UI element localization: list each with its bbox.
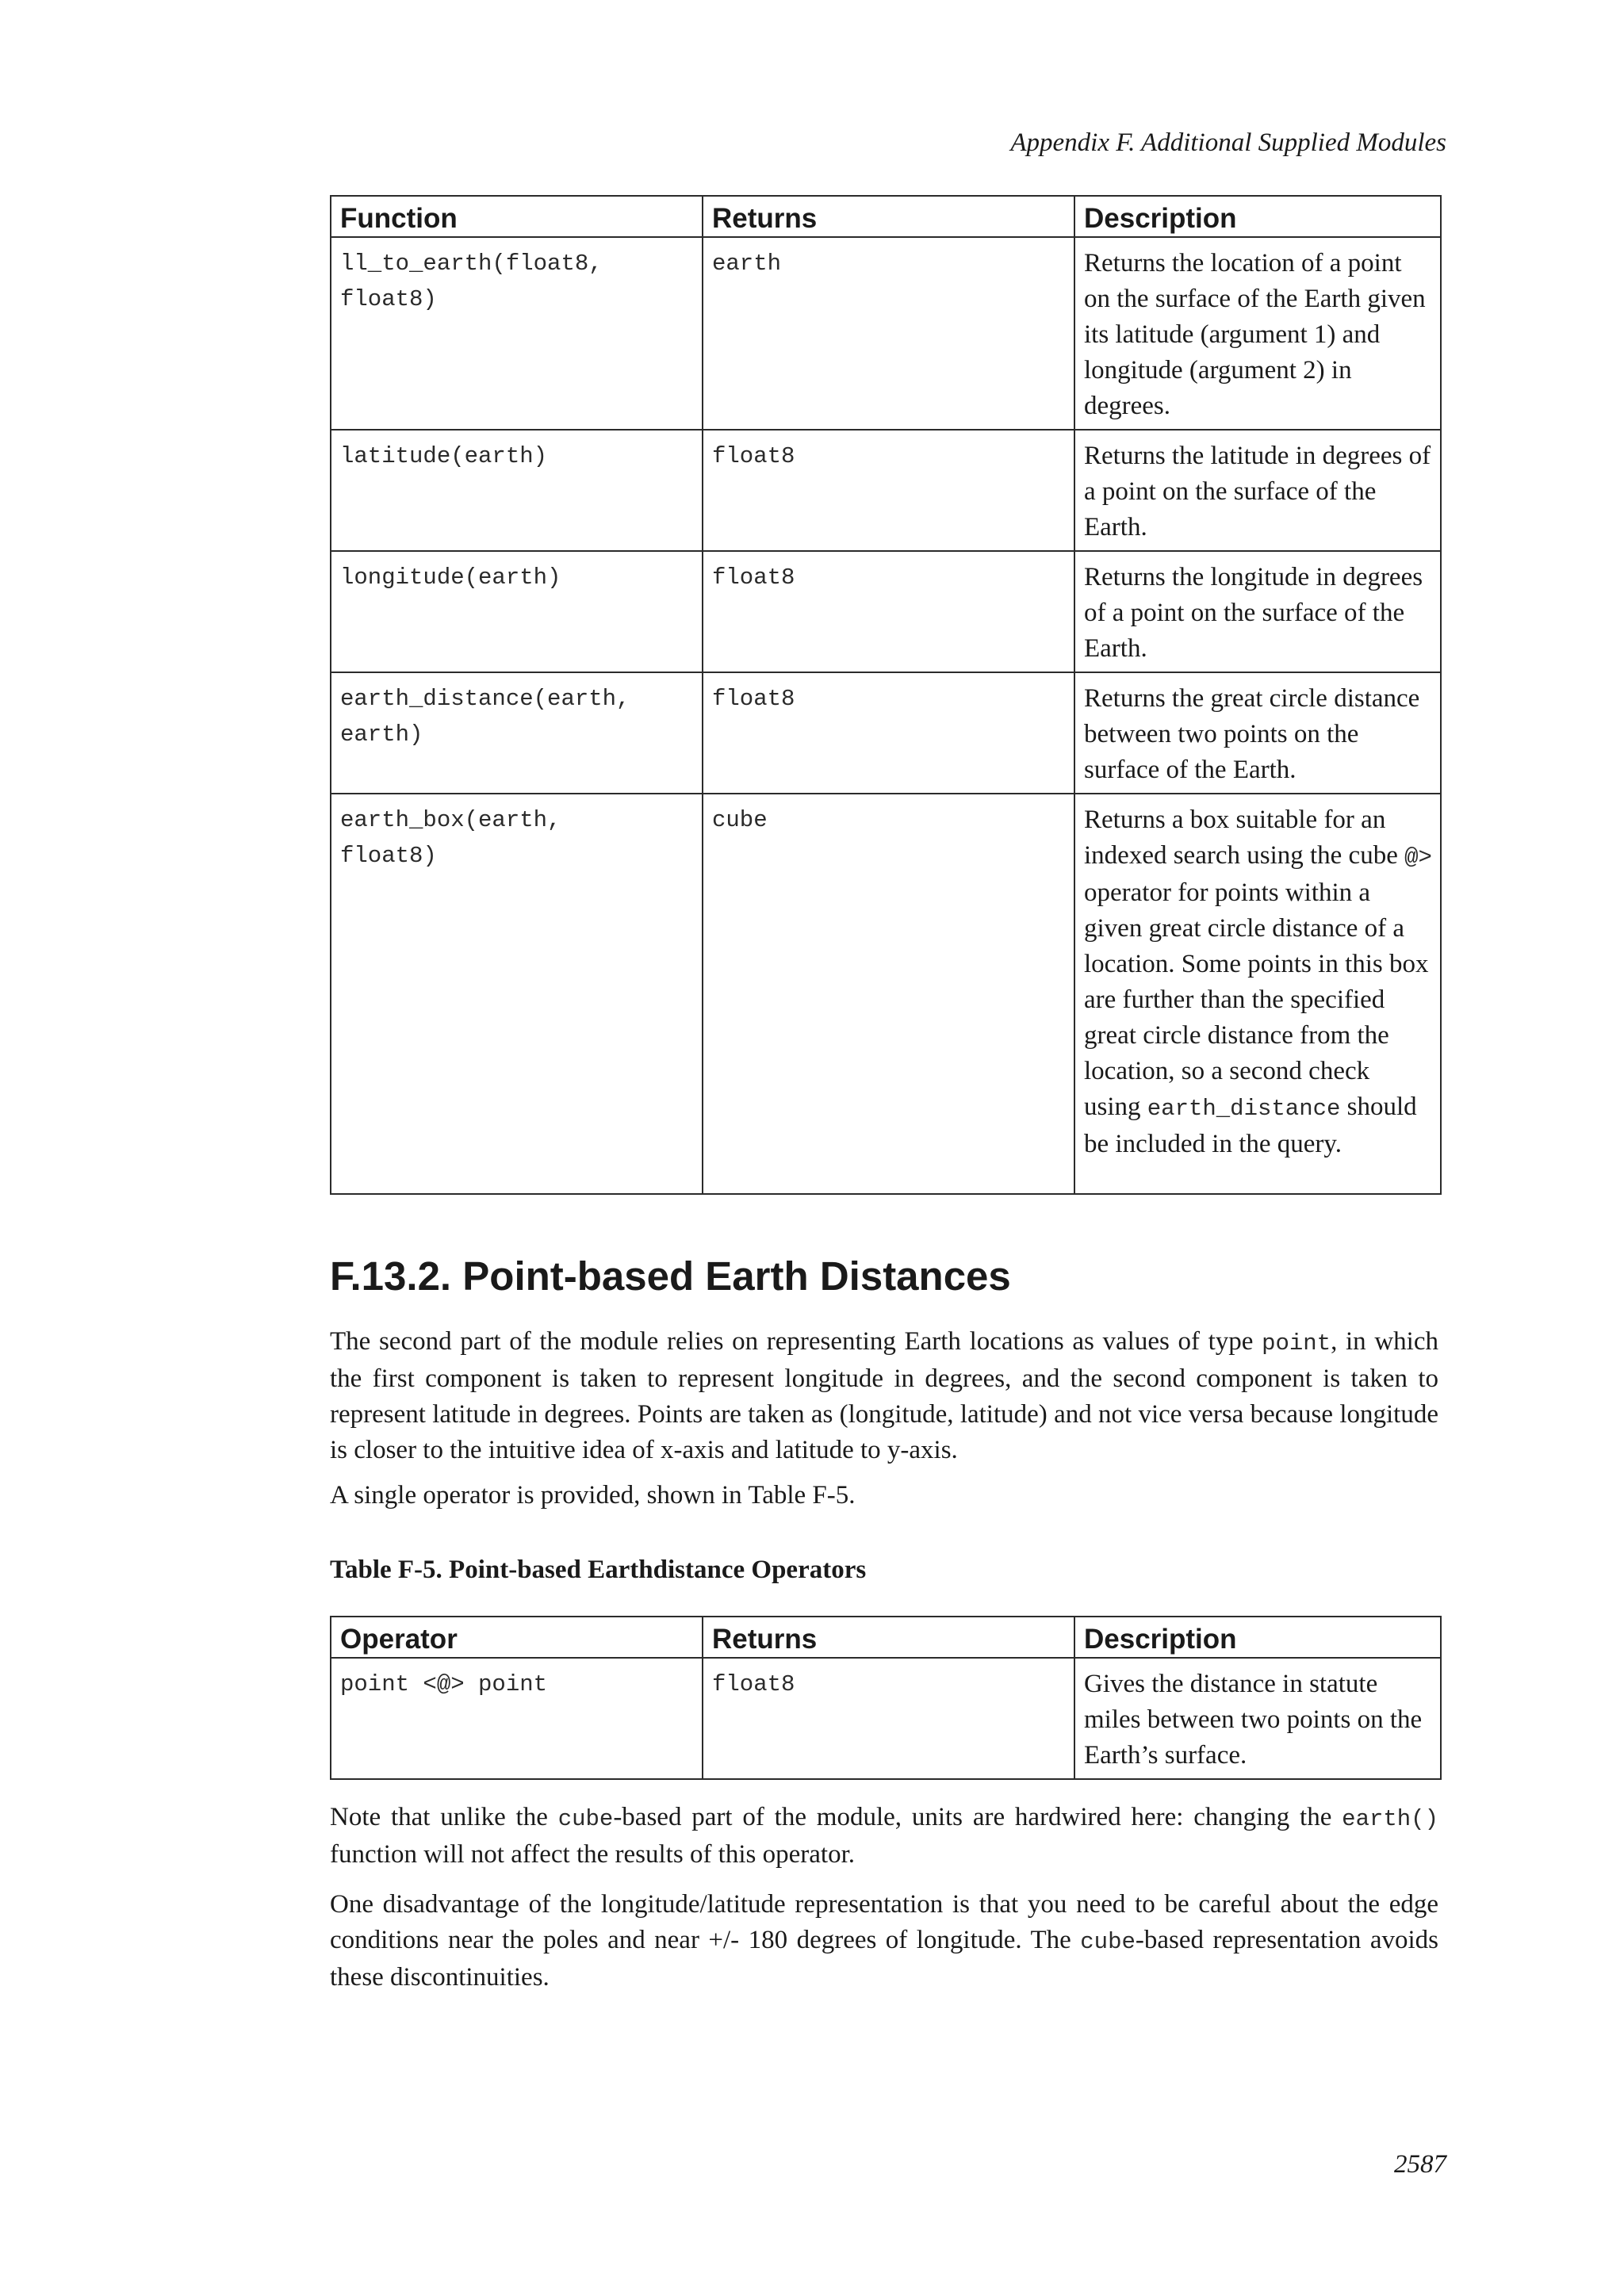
- function-cell: longitude(earth): [331, 551, 703, 672]
- table-header-row: [331, 1617, 1441, 1658]
- table-header-row: [331, 196, 1441, 237]
- description-cell: [1074, 794, 1441, 1194]
- function-cell: latitude(earth): [331, 430, 703, 551]
- paragraph-text: function will not affect the results of this operator.: [330, 1840, 855, 1869]
- inline-code: earth_distance: [1147, 1096, 1341, 1122]
- body-paragraph: [330, 1324, 1438, 1468]
- functions-table: [330, 195, 1442, 1195]
- description-cell: Returns the longitude in degrees of a point on the surface of the Earth.: [1074, 551, 1441, 672]
- returns-cell: cube: [703, 794, 1074, 1194]
- paragraph-text: -based representation avoids these discontinuities.: [330, 1926, 1438, 1992]
- description-cell: Returns the latitude in degrees of a point on the surface of the Earth.: [1074, 430, 1441, 551]
- paragraph-text: One disadvantage of the longitude/latitude representation is that you need to be careful about the edge conditions near the poles and near +/- 180 degrees of longitude. The: [330, 1890, 1438, 1954]
- table-row: [331, 237, 1441, 430]
- inline-code: earth(): [1342, 1806, 1438, 1832]
- description-text: operator for points within a given great circle distance of a location. Some points in this box are further than the specified great circle distance from the location, so a second check using: [1084, 878, 1429, 1121]
- table-row: [331, 430, 1441, 551]
- table-caption: Table F-5. Point-based Earthdistance Operators: [330, 1556, 867, 1584]
- function-cell: ll_to_earth(float8, float8): [331, 237, 703, 430]
- paragraph-text: Note that unlike the: [330, 1803, 558, 1831]
- returns-cell: earth: [703, 237, 1074, 430]
- inline-code: cube: [1080, 1929, 1136, 1955]
- column-header-description: Description: [1074, 1617, 1441, 1658]
- column-header-description: Description: [1074, 196, 1441, 237]
- description-cell: Returns the location of a point on the surface of the Earth given its latitude (argument 1) and longitude (argument 2) in degrees.: [1074, 237, 1441, 430]
- body-paragraph: A single operator is provided, shown in Table F-5.: [330, 1481, 856, 1510]
- inline-code: cube: [557, 1806, 614, 1832]
- page-number: 2587: [1394, 2150, 1446, 2179]
- paragraph-text: -based part of the module, units are hardwired here: changing the: [613, 1803, 1342, 1831]
- returns-cell: float8: [703, 430, 1074, 551]
- running-header: Appendix F. Additional Supplied Modules: [1010, 128, 1446, 157]
- returns-cell: float8: [703, 672, 1074, 794]
- column-header-returns: Returns: [703, 1617, 1074, 1658]
- table-row: [331, 672, 1441, 794]
- table-row: [331, 551, 1441, 672]
- inline-code: point: [1262, 1330, 1331, 1357]
- inline-code: @>: [1404, 844, 1432, 871]
- body-paragraph: [330, 1887, 1438, 1996]
- paragraph-text: The second part of the module relies on representing Earth locations as values of type: [330, 1327, 1262, 1356]
- function-cell: earth_box(earth, float8): [331, 794, 703, 1194]
- description-cell: Gives the distance in statute miles between two points on the Earth’s surface.: [1074, 1658, 1441, 1779]
- column-header-function: Function: [331, 196, 703, 237]
- returns-cell: float8: [703, 551, 1074, 672]
- section-heading: F.13.2. Point-based Earth Distances: [330, 1253, 1011, 1299]
- description-cell: Returns the great circle distance between two points on the surface of the Earth.: [1074, 672, 1441, 794]
- body-paragraph: [330, 1800, 1438, 1873]
- description-text: Returns a box suitable for an indexed search using the cube: [1084, 806, 1405, 870]
- table-row: [331, 1658, 1441, 1779]
- column-header-returns: Returns: [703, 196, 1074, 237]
- operators-table: [330, 1616, 1442, 1780]
- column-header-operator: Operator: [331, 1617, 703, 1658]
- function-cell: earth_distance(earth, earth): [331, 672, 703, 794]
- returns-cell: float8: [703, 1658, 1074, 1779]
- paragraph-text: , in which the first component is taken to represent longitude in degrees, and the second component is taken to represent latitude in degrees. Points are taken as (longitude, latitude) and not vice versa because longitude is closer to the intuitive idea of x-axis and latitude to y-axis.: [330, 1327, 1438, 1464]
- table-row: [331, 794, 1441, 1194]
- operator-cell: point <@> point: [331, 1658, 703, 1779]
- description-text: should be included in the query.: [1084, 1093, 1417, 1158]
